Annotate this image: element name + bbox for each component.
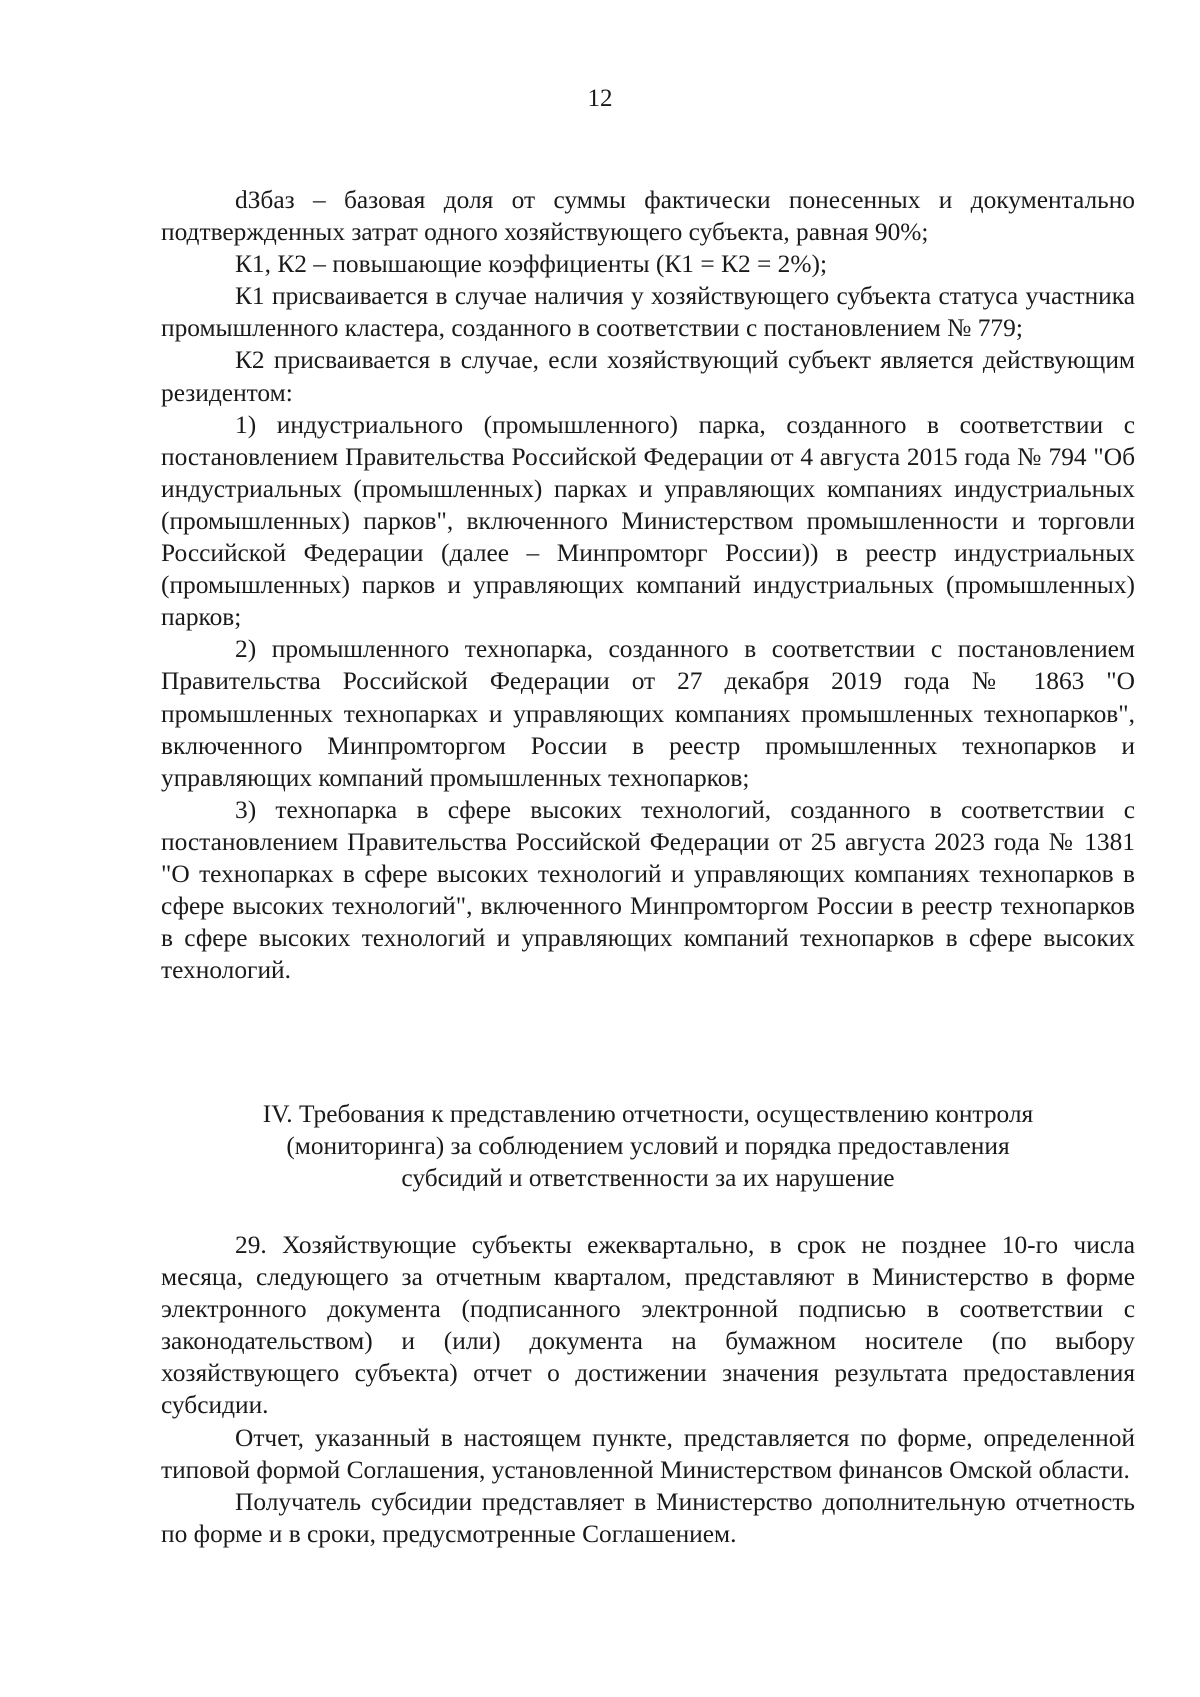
section-heading-line: (мониторинга) за соблюдением условий и порядка предоставления [286, 1132, 1010, 1161]
section-body-text [161, 1229, 1135, 1550]
list-item-industrial-technopark: 2) промышленного технопарка, созданного в соответствии с постановлением Правительства Российской Федерации от 27 декабря 2019 года № 1863 "О промышленных технопарках и управляющих компаниях промышленных технопарков", включенного Минпромторгом России в реестр промышленных технопарков и управляющих компаний промышленных технопарков; [161, 635, 1135, 792]
body-text-block [161, 184, 1135, 986]
list-item-high-tech-technopark: 3) технопарка в сфере высоких технологий, созданного в соответствии с постановлением Правительства Российской Федерации от 25 августа 2023 года № 1381 "О технопарках в сфере высоких технологий и управляющих компаниях технопарков в сфере высоких технологий", включенного Минпромторгом России в реестр технопарков в сфере высоких технологий и управляющих компаний технопарков в сфере высоких технологий. [161, 795, 1135, 985]
section-heading-line: субсидий и ответственности за их нарушение [401, 1164, 895, 1193]
paragraph-k1: К1 присваивается в случае наличия у хозяйствующего субъекта статуса участника промышленного кластера, созданного в соответствии с постановлением № 779; [161, 282, 1135, 343]
paragraph-coefficients: К1, К2 – повышающие коэффициенты (К1 = К2 = 2%); [235, 250, 828, 279]
list-item-industrial-park: 1) индустриального (промышленного) парка, созданного в соответствии с постановлением Правительства Российской Федерации от 4 августа 2015 года № 794 "Об индустриальных (промышленных) парках и управляющих компаниях индустриальных (промышленных) парков", включенного Министерством промышленности и торговли Российской Федерации (далее – Минпромторг России)) в реестр индустриальных (промышленных) парков и управляющих компаний индустриальных (промышленных) парков; [161, 410, 1135, 632]
paragraph-k2: К2 присваивается в случае, если хозяйствующий субъект является действующим резидентом: [161, 346, 1135, 407]
section-heading-line: IV. Требования к представлению отчетности, осуществлению контроля [262, 1100, 1034, 1128]
paragraph-item-29: 29. Хозяйствующие субъекты ежеквартально, в срок не позднее 10-го числа месяца, следующего за отчетным кварталом, представляют в Министерство в форме электронного документа (подписанного электронной подписью в соответствии с законодательством) и (или) документа на бумажном носителе (по выбору хозяйствующего субъекта) отчет о достижении значения результата предоставления субсидии. [161, 1231, 1135, 1420]
paragraph-base-share: dЗбаз – базовая доля от суммы фактически понесенных и документально подтвержденных затрат одного хозяйствующего субъекта, равная 90%; [161, 186, 1135, 247]
page-number: 12 [587, 85, 613, 112]
paragraph-report-form: Отчет, указанный в настоящем пункте, представляется по форме, определенной типовой формой Соглашения, установленной Министерством финансов Омской области. [161, 1423, 1135, 1484]
paragraph-additional-reporting: Получатель субсидии представляет в Министерство дополнительную отчетность по форме и в сроки, предусмотренные Соглашением. [161, 1487, 1135, 1548]
section-heading [161, 1098, 1135, 1194]
